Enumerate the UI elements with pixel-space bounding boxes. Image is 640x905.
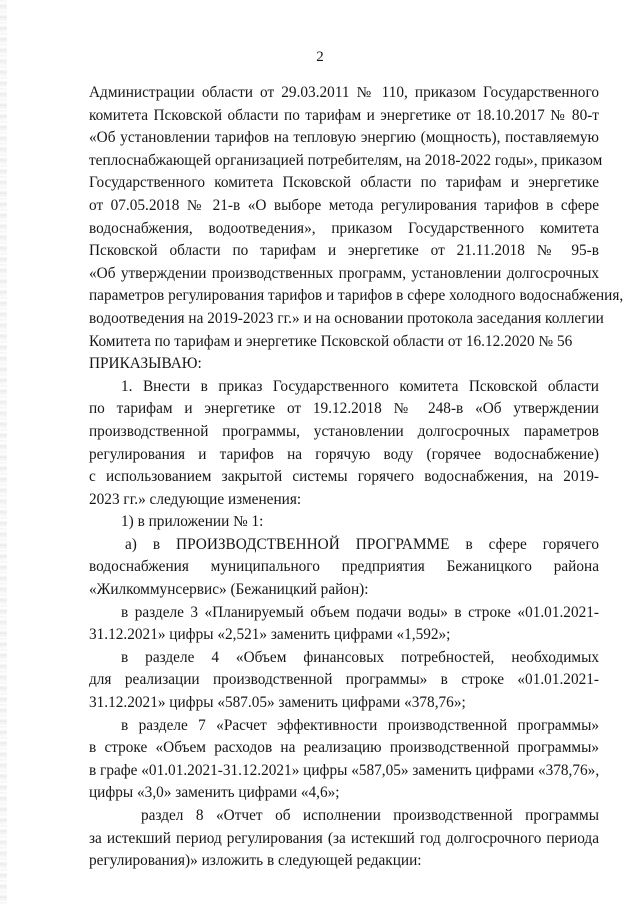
text-line: а) в ПРОИЗВОДСТВЕННОЙ ПРОГРАММЕ в сфере горячего [125,535,599,553]
text-line: 2023 гг.» следующие изменения: [89,490,302,508]
text-line: с использованием закрытой системы горячего водоснабжения, на 2019- [89,468,599,486]
text-line: 1. Внести в приказ Государственного комитета Псковской области [121,377,599,395]
text-line: параметров регулирования тарифов и тарифов в сфере холодного водоснабжения, [89,287,624,305]
text-line: Администрации области от 29.03.2011 № 110, приказом Государственного [89,84,599,101]
text-line: в разделе 3 «Планируемый объем подачи воды» в строке «01.01.2021- [121,603,599,621]
text-line: «Жилкоммунсервис» (Бежаницкий район): [89,581,369,599]
document-body [89,82,624,873]
scan-edge-artifact [0,0,7,905]
text-line: водоотведения на 2019-2023 гг.» и на основании протокола заседания коллегии [89,309,604,327]
text-line: регулирования и тарифов на горячую воду (горячее водоснабжение) [89,445,599,463]
text-line: в разделе 4 «Объем финансовых потребностей, необходимых [121,648,599,666]
text-line: Комитета по тарифам и энергетике Псковской области от 16.12.2020 № 56 [89,332,573,350]
text-line: комитета Псковской области по тарифам и энергетике от 18.10.2017 № 80-т [89,106,599,124]
text-line: «Об утверждении производственных программ, установлении долгосрочных [89,264,599,282]
text-line: Государственного комитета Псковской области по тарифам и энергетике [89,174,599,192]
text-line: водоснабжения, водоотведения», приказом Государственного комитета [89,219,599,237]
text-line: Псковской области по тарифам и энергетике от 21.11.2018 № 95-в [89,242,599,260]
text-line: ПРИКАЗЫВАЮ: [89,355,202,373]
page-number: 2 [316,49,324,65]
text-line: производственной программы, установлении долгосрочных параметров [89,422,599,440]
text-line: водоснабжения муниципального предприятия Бежаницкого района [89,558,599,576]
text-line: 31.12.2021» цифры «2,521» заменить цифрами «1,592»; [89,626,451,644]
text-line: «Об установлении тарифов на тепловую энергию (мощность), поставляемую [89,129,599,147]
text-line: для реализации производственной программы» в строке «01.01.2021- [89,671,599,689]
text-line: 1) в приложении № 1: [121,513,264,531]
text-line: 31.12.2021» цифры «587.05» заменить цифрами «378,76»; [89,694,466,712]
text-line: цифры «3,0» заменить цифрами «4,6»; [89,784,340,802]
text-line: от 07.05.2018 № 21-в «О выборе метода регулирования тарифов в сфере [89,196,599,214]
text-line: раздел 8 «Отчет об исполнении производственной программы [141,807,599,824]
text-line: регулирования)» изложить в следующей редакции: [89,852,422,870]
text-line: за истекший период регулирования (за истекший год долгосрочного периода [89,829,599,847]
text-line: в графе «01.01.2021-31.12.2021» цифры «587,05» заменить цифрами «378,76», [89,761,600,779]
text-line: теплоснабжающей организацией потребителям, на 2018-2022 годы», приказом [89,151,603,169]
text-line: в разделе 7 «Расчет эффективности производственной программы» [121,716,599,734]
text-line: по тарифам и энергетике от 19.12.2018 № 248-в «Об утверждении [89,400,599,418]
text-line: в строке «Объем расходов на реализацию производственной программы» [89,739,599,757]
